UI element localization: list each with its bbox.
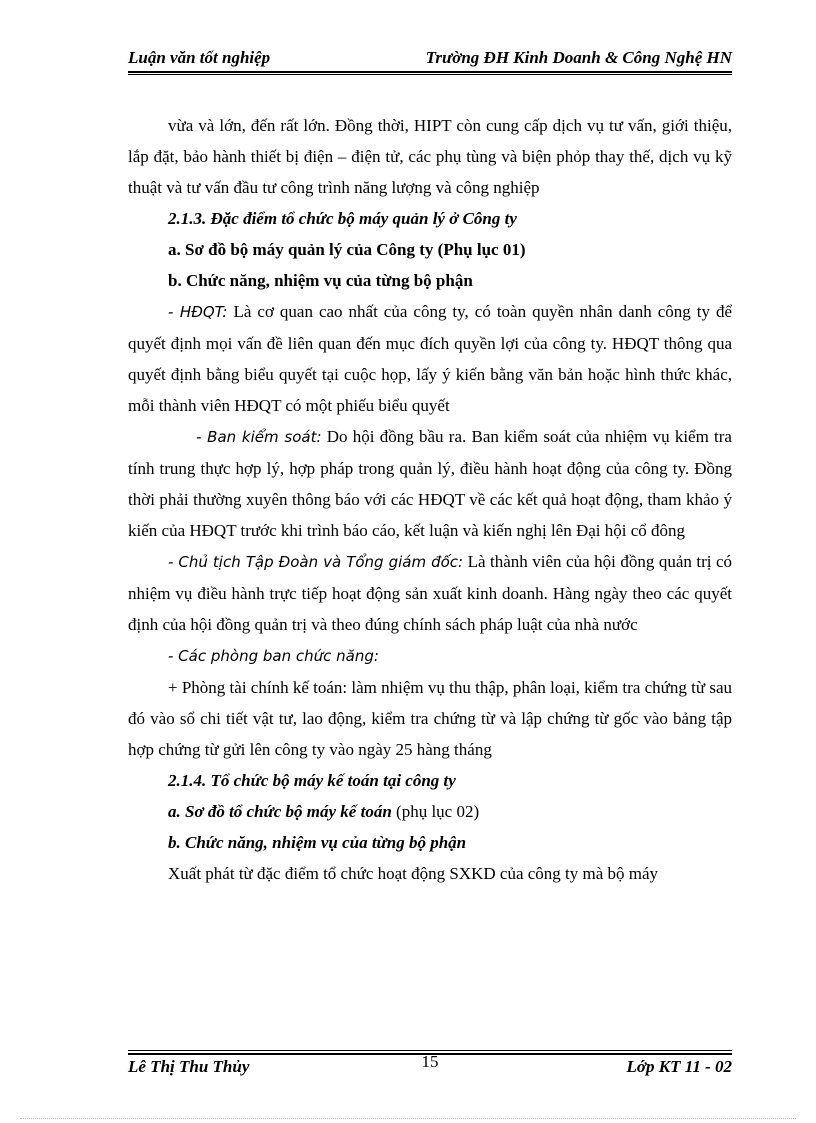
paragraph-ban-kiem-soat: [128, 421, 732, 546]
text-chu-tich: Là thành viên của hội đồng quản trị có nhiệm vụ điều hành trực tiếp hoạt động sản xuất kinh doanh. Hàng ngày theo các quyết định của hội đồng quản trị và theo đúng chính sách pháp luật của nhà nước: [128, 552, 732, 634]
page-footer: [128, 1052, 732, 1078]
page-number: 15: [421, 1052, 439, 1071]
heading-a-management-chart: a. Sơ đồ bộ máy quản lý của Công ty (Phụ lục 01): [168, 240, 526, 259]
header-rule-thin: [128, 74, 732, 75]
heading-a2-appendix: (phụ lục 02): [391, 802, 480, 821]
label-phong-ban: - Các phòng ban chức năng:: [168, 647, 379, 665]
paragraph-last: Xuất phát từ đặc điểm tổ chức hoạt động SXKD của công ty mà bộ máy: [168, 864, 659, 883]
text-hdqt: Là cơ quan cao nhất của công ty, có toàn quyền nhân danh công ty để quyết định mọi vấn đề liên quan đến mục đích quyền lợi của công ty. HĐQT thông qua quyết định bằng biểu quyết tại cuộc họp, lấy ý kiến bằng văn bản hoặc hình thức khác, mỗi thành viên HĐQT có một phiếu biểu quyết: [128, 302, 733, 415]
heading-2-1-4: 2.1.4. Tổ chức bộ máy kế toán tại công ty: [168, 771, 456, 790]
header-rule: [128, 71, 732, 73]
heading-b-functions: b. Chức năng, nhiệm vụ của từng bộ phận: [168, 271, 473, 290]
page-header: [128, 48, 732, 72]
label-hdqt: - HĐQT:: [168, 303, 228, 321]
paragraph-chu-tich: [128, 546, 732, 640]
heading-a-accounting-chart: [128, 796, 732, 827]
header-thesis-title: Luận văn tốt nghiệp: [128, 48, 271, 67]
label-ban-kiem-soat: - Ban kiểm soát:: [196, 428, 322, 446]
paragraph-phong-tai-chinh: + Phòng tài chính kế toán: làm nhiệm vụ thu thập, phân loại, kiểm tra chứng từ sau đó vào sổ chi tiết vật tư, lao động, kiểm tra chứng từ và lập chứng từ gốc vào bảng tập hợp chứng từ gửi lên công ty vào ngày 25 hàng tháng: [128, 678, 732, 759]
footer-author: Lê Thị Thu Thủy: [128, 1057, 250, 1076]
heading-a2-bold: a. Sơ đồ tổ chức bộ máy kế toán: [168, 802, 392, 821]
page-edge-dots: [20, 1118, 796, 1119]
text-ban-kiem-soat: Do hội đồng bầu ra. Ban kiểm soát của nhiệm vụ kiểm tra tính trung thực hợp lý, hợp pháp trong quản lý, điều hành hoạt động của công ty. Đồng thời phải thường xuyên thông báo với các HĐQT về các kết quả hoạt động, tham khảo ý kiến của HĐQT trước khi trình báo cáo, kết luận và kiến nghị lên Đại hội cổ đông: [128, 427, 732, 540]
header-university: Trường ĐH Kinh Doanh & Công Nghệ HN: [425, 48, 732, 67]
page-body: [128, 110, 732, 889]
paragraph-hdqt: [128, 296, 732, 421]
footer-class: Lớp KT 11 - 02: [626, 1057, 732, 1076]
footer-rule-thin: [128, 1050, 732, 1051]
heading-b2-functions: b. Chức năng, nhiệm vụ của từng bộ phận: [168, 833, 467, 852]
label-chu-tich: - Chủ tịch Tập Đoàn và Tổng giám đốc:: [168, 553, 464, 571]
paragraph-hipt-services: vừa và lớn, đến rất lớn. Đồng thời, HIPT còn cung cấp dịch vụ tư vấn, giới thiệu, lắp đặt, bảo hành thiết bị điện – điện tử, các phụ tùng và biện phỏp thay thế, dịch vụ kỹ thuật và tư vấn đầu tư công trình năng lượng và công nghiệp: [128, 116, 732, 197]
heading-2-1-3: 2.1.3. Đặc điểm tổ chức bộ máy quản lý ở Công ty: [168, 209, 517, 228]
paragraph-phong-ban: [128, 640, 732, 672]
